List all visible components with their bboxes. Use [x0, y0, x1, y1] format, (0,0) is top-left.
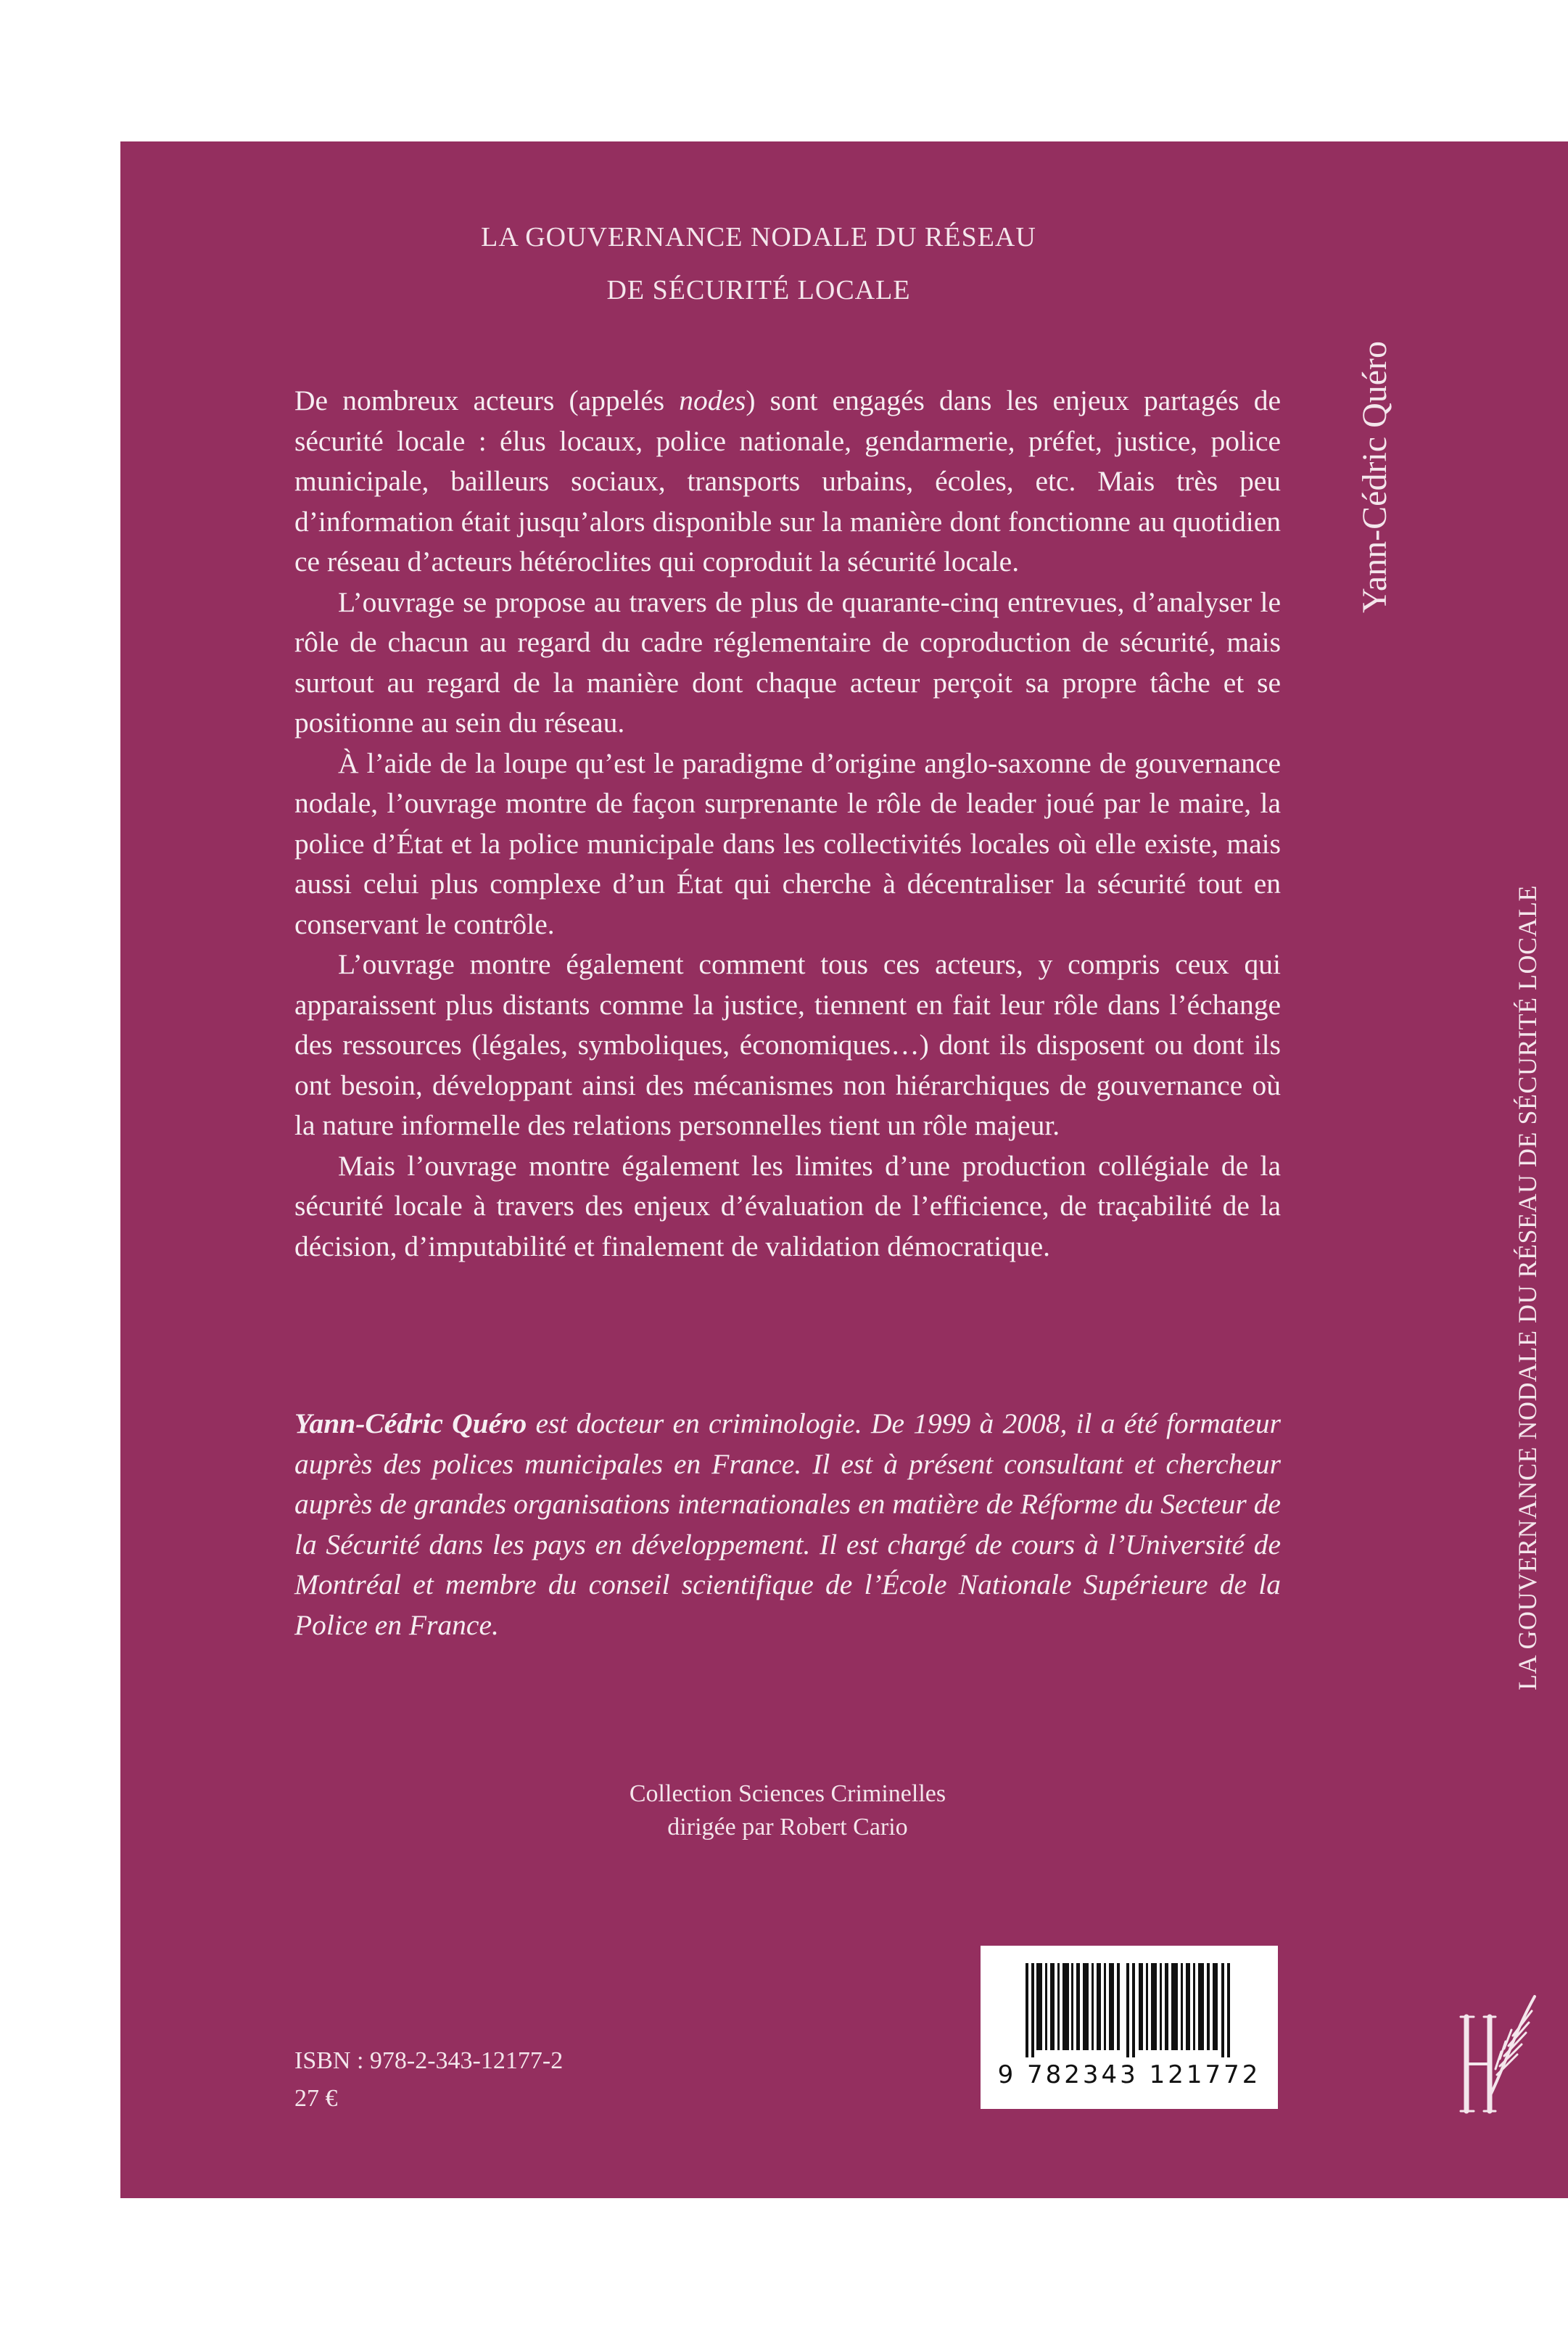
collection-name: Collection Sciences Criminelles [629, 1780, 946, 1807]
title-line-1: LA GOUVERNANCE NODALE DU RÉSEAU [481, 222, 1036, 252]
synopsis-paragraph-5: Mais l’ouvrage montre également les limites d’une production collégiale de la sécurité locale à travers des enjeux d’évaluation de l’efficience, de traçabilité de la décision, d’imputabilité et finalement de validation démocratique. [294, 1149, 1281, 1262]
synopsis-paragraph-4: L’ouvrage montre également comment tous ces acteurs, y compris ceux qui apparaissent plus distants comme la justice, tiennent en fait leur rôle dans l’échange des ressources (légales, symboliques, économiques…) dont ils disposent ou dont ils ont besoin, développant ainsi des mécanismes non hiérarchiques de gouvernance où la nature informelle des relations personnelles tient un rôle majeur. [294, 948, 1281, 1141]
author-name: Yann-Cédric Quéro [294, 1407, 527, 1439]
paragraph-1-end: ) sont engagés dans les enjeux partagés de sécurité locale : élus locaux, police nationale, gendarmerie, préfet, justice, police municipale, bailleurs sociaux, transports urbains, écoles, etc. Mais très peu d’information était jusqu’alors disponible sur la manière dont fonctionne au quotidien ce réseau d’acteurs hétéroclites qui coproduit la sécurité locale. [294, 384, 1281, 577]
synopsis [294, 381, 1281, 1267]
collection-info [541, 1777, 1034, 1844]
synopsis-paragraph-3: À l’aide de la loupe qu’est le paradigme d’origine anglo-saxonne de gouvernance nodale, l’ouvrage montre de façon surprenante le rôle de leader joué par le maire, la police d’État et la police municipale dans les collectivités locales où elle existe, mais aussi celui plus complexe d’un État qui cherche à décentraliser la sécurité tout en conservant le contrôle. [294, 747, 1281, 940]
isbn-block [294, 2042, 563, 2118]
isbn: ISBN : 978-2-343-12177-2 [294, 2047, 564, 2074]
synopsis-paragraph-2: L’ouvrage se propose au travers de plus de quarante-cinq entrevues, d’analyser le rôle de chacun au regard du cadre réglementaire de coproduction de sécurité, mais surtout au regard de la manière dont chaque acteur perçoit sa propre tâche et se positionne au sein du réseau. [294, 585, 1281, 739]
synopsis-paragraph-1 [294, 381, 1281, 583]
price: 27 € [294, 2085, 338, 2112]
author-bio-text: est docteur en criminologie. De 1999 à 2008, il a été formateur auprès des polices municipales en France. Il est à présent consultant et chercheur auprès de grandes organisations internationales en matière de Réforme du Secteur de la Sécurité dans les pays en développement. Il est chargé de cours à l’Université de Montréal et membre du conseil scientifique de l’École Nationale Supérieure de la Police en France. [294, 1407, 1281, 1641]
spine-author: Yann-Cédric Quéro [1356, 340, 1394, 613]
spine-title: LA GOUVERNANCE NODALE DU RÉSEAU DE SÉCURITÉ LOCALE [1513, 885, 1542, 1690]
barcode [981, 1946, 1278, 2109]
barcode-number: 9 782343 121772 [997, 2060, 1261, 2089]
paragraph-1-start: De nombreux acteurs (appelés [294, 384, 680, 416]
author-bio [294, 1404, 1281, 1645]
harmattan-logo-icon [1453, 1988, 1540, 2118]
nodes-term: nodes [679, 384, 746, 416]
barcode-bars [1026, 1963, 1233, 2057]
collection-director: dirigée par Robert Cario [667, 1814, 908, 1841]
back-cover [120, 141, 1568, 2198]
title-line-2: DE SÉCURITÉ LOCALE [606, 275, 911, 305]
